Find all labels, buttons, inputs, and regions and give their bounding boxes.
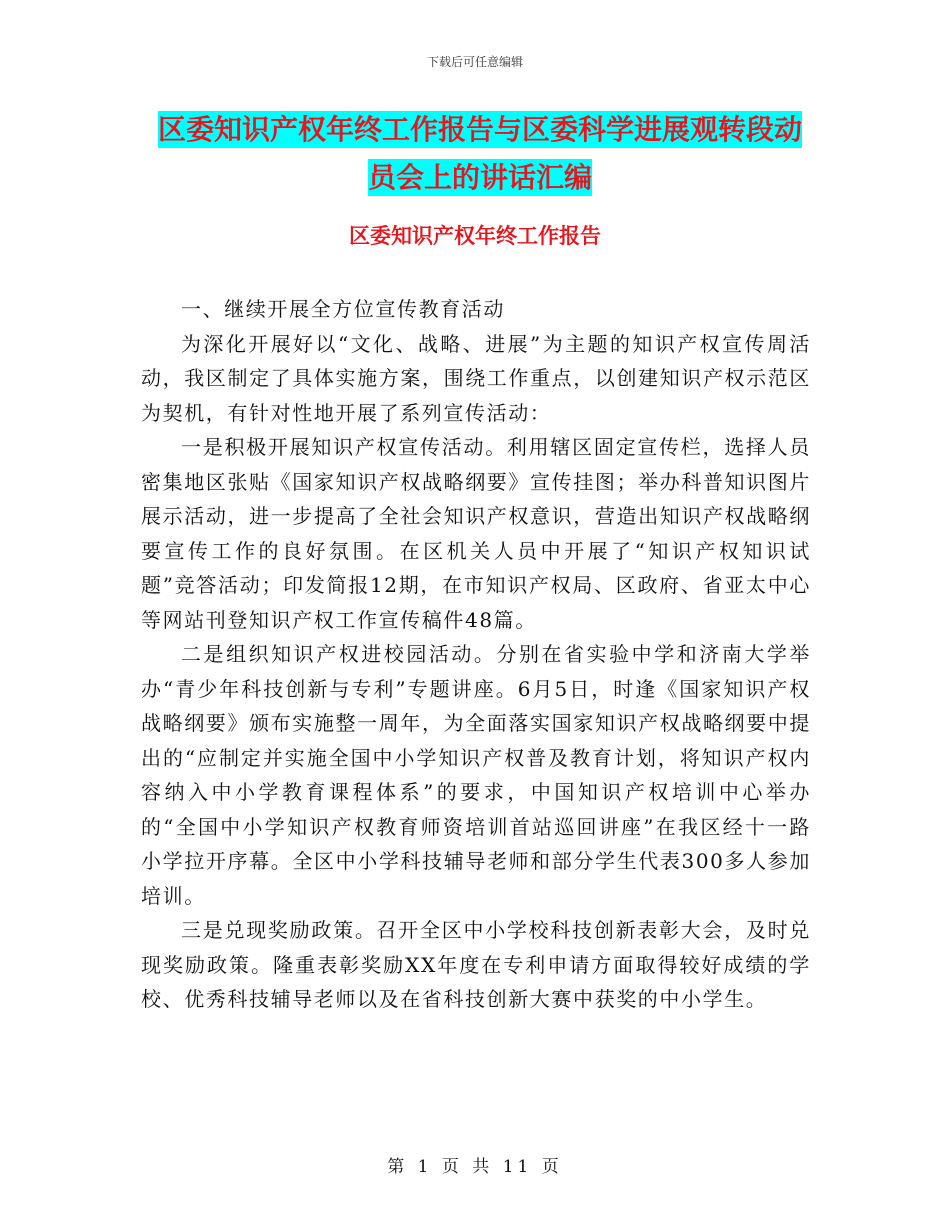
paragraph: 三是兑现奖励政策。召开全区中小学校科技创新表彰大会，及时兑现奖励政策。隆重表彰奖励XX年度在专利申请方面取得较好成绩的学校、优秀科技辅导老师以及在省科技创新大赛中获奖的中小学生。 (141, 918, 811, 1011)
paragraph-heading: 一、继续开展全方位宣传教育活动 (181, 297, 505, 321)
paragraph: 二是组织知识产权进校园活动。分别在省实验中学和济南大学举办“青少年科技创新与专利”专题讲座。6月5日，时逢《国家知识产权战略纲要》颁布实施整一周年，为全面落实国家知识产权战略纲要中提出的“应制定并实施全国中小学知识产权普及教育计划，将知识产权内容纳入中小学教育课程体系”的要求，中国知识产权培训中心举办的“全国中小学知识产权教育师资培训首站巡回讲座”在我区经十一路小学拉开序幕。全区中小学科技辅导老师和部分学生代表300多人参加培训。 (141, 642, 811, 908)
document-body (141, 292, 811, 1017)
document-title-line-1: 区委知识产权年终工作报告与区委科学进展观转段动 (157, 113, 802, 146)
document-title (140, 106, 820, 202)
paragraph: 一是积极开展知识产权宣传活动。利用辖区固定宣传栏，选择人员密集地区张贴《国家知识产权战略纲要》宣传挂图；举办科普知识图片展示活动，进一步提高了全社会知识产权意识，营造出知识产权战略纲要宣传工作的良好氛围。在区机关人员中开展了“知识产权知识试题”竞答活动；印发简报12期，在市知识产权局、区政府、省亚太中心等网站刊登知识产权工作宣传稿件48篇。 (141, 435, 811, 632)
section-title: 区委知识产权年终工作报告 (349, 224, 601, 248)
header-note: 下载后可任意编辑 (426, 55, 523, 69)
document-title-line-2: 员会上的讲话汇编 (367, 161, 592, 194)
page-number: 第 1 页 共 11 页 (387, 1157, 563, 1177)
paragraph: 为深化开展好以“文化、战略、进展”为主题的知识产权宣传周活动，我区制定了具体实施方案，围绕工作重点，以创建知识产权示范区为契机，有针对性地开展了系列宣传活动： (141, 331, 811, 425)
